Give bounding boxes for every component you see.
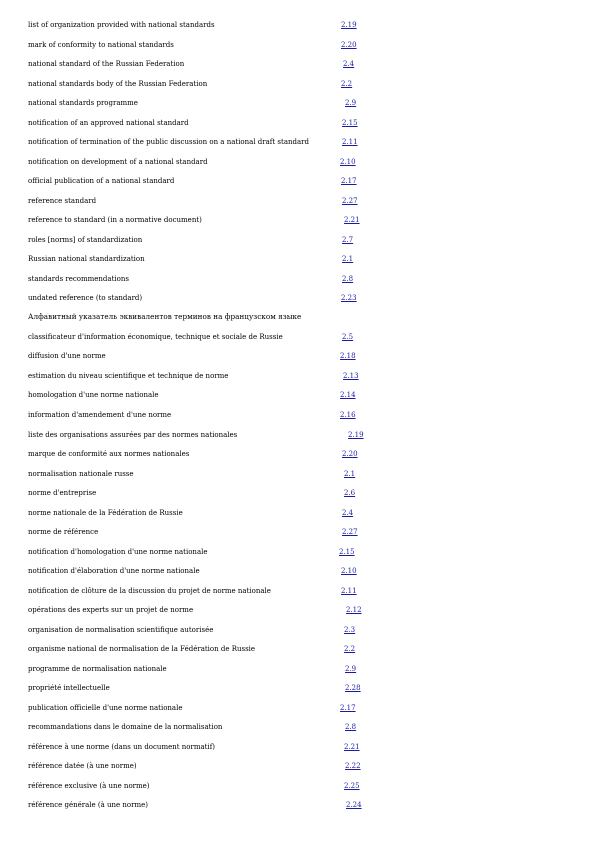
term-reference-link[interactable]: 2.24 bbox=[346, 801, 362, 809]
term-reference-link[interactable]: 2.7 bbox=[342, 236, 354, 244]
term-text: notification d'élaboration d'une norme nationale bbox=[28, 567, 200, 575]
term-text: homologation d'une norme nationale bbox=[28, 391, 159, 399]
term-reference-link[interactable]: 2.27 bbox=[342, 197, 358, 205]
section-heading bbox=[0, 311, 595, 325]
term-text: estimation du niveau scientifique et technique de norme bbox=[28, 372, 229, 380]
term-reference-link[interactable]: 2.4 bbox=[343, 60, 355, 68]
term-text: mark of conformity to national standards bbox=[28, 41, 174, 49]
term-reference-link[interactable]: 2.1 bbox=[344, 470, 356, 478]
term-reference-link[interactable]: 2.11 bbox=[342, 138, 358, 146]
term-reference-link[interactable]: 2.13 bbox=[343, 372, 359, 380]
term-text: marque de conformité aux normes nationales bbox=[28, 450, 190, 458]
index-entry bbox=[0, 721, 595, 735]
index-entry bbox=[0, 799, 595, 813]
term-text: roles [norms] of standardization bbox=[28, 236, 143, 244]
term-text: Russian national standardization bbox=[28, 255, 145, 263]
term-reference-link[interactable]: 2.6 bbox=[344, 489, 356, 497]
term-reference-link[interactable]: 2.21 bbox=[344, 743, 360, 751]
term-text: propriété intellectuelle bbox=[28, 684, 110, 692]
term-text: notification on development of a national standard bbox=[28, 158, 208, 166]
term-reference-link[interactable]: 2.9 bbox=[345, 99, 357, 107]
index-entry bbox=[0, 760, 595, 774]
term-text: recommandations dans le domaine de la normalisation bbox=[28, 723, 223, 731]
term-reference-link[interactable]: 2.8 bbox=[342, 275, 354, 283]
term-text: référence générale (à une norme) bbox=[28, 801, 149, 809]
term-reference-link[interactable]: 2.2 bbox=[344, 645, 356, 653]
index-entry bbox=[0, 117, 595, 131]
index-entry bbox=[0, 78, 595, 92]
index-entry bbox=[0, 331, 595, 345]
term-text: organisation de normalisation scientifique autorisée bbox=[28, 626, 214, 634]
term-reference-link[interactable]: 2.17 bbox=[341, 177, 357, 185]
index-entry bbox=[0, 136, 595, 150]
index-entry bbox=[0, 741, 595, 755]
index-entry bbox=[0, 429, 595, 443]
term-text: notification of an approved national standard bbox=[28, 119, 189, 127]
term-text: official publication of a national standard bbox=[28, 177, 175, 185]
term-text: list of organization provided with national standards bbox=[28, 21, 215, 29]
term-reference-link[interactable]: 2.25 bbox=[344, 782, 360, 790]
term-reference-link[interactable]: 2.19 bbox=[348, 431, 364, 439]
term-text: notification of termination of the public discussion on a national draft standard bbox=[28, 138, 309, 146]
index-entry bbox=[0, 39, 595, 53]
index-entry bbox=[0, 19, 595, 33]
index-entry bbox=[0, 214, 595, 228]
term-text: reference standard bbox=[28, 197, 97, 205]
term-text: reference to standard (in a normative document) bbox=[28, 216, 202, 224]
index-entry bbox=[0, 702, 595, 716]
index-entry bbox=[0, 97, 595, 111]
term-text: liste des organisations assurées par des normes nationales bbox=[28, 431, 238, 439]
index-entry bbox=[0, 389, 595, 403]
term-text: notification d'homologation d'une norme nationale bbox=[28, 548, 208, 556]
term-reference-link[interactable]: 2.21 bbox=[344, 216, 360, 224]
index-entry bbox=[0, 350, 595, 364]
index-entry bbox=[0, 156, 595, 170]
index-entry bbox=[0, 487, 595, 501]
term-reference-link[interactable]: 2.16 bbox=[340, 411, 356, 419]
term-reference-link[interactable]: 2.8 bbox=[345, 723, 357, 731]
index-entry bbox=[0, 507, 595, 521]
term-text: undated reference (to standard) bbox=[28, 294, 143, 302]
index-entry bbox=[0, 604, 595, 618]
index-entry bbox=[0, 468, 595, 482]
index-entry bbox=[0, 195, 595, 209]
term-text: organisme national de normalisation de la Fédération de Russie bbox=[28, 645, 256, 653]
index-entry bbox=[0, 409, 595, 423]
term-reference-link[interactable]: 2.15 bbox=[339, 548, 355, 556]
term-text: norme d'entreprise bbox=[28, 489, 97, 497]
term-reference-link[interactable]: 2.1 bbox=[342, 255, 354, 263]
term-text: norme de référence bbox=[28, 528, 99, 536]
term-reference-link[interactable]: 2.17 bbox=[340, 704, 356, 712]
index-entry bbox=[0, 58, 595, 72]
term-text: programme de normalisation nationale bbox=[28, 665, 167, 673]
index-entry bbox=[0, 780, 595, 794]
index-entry bbox=[0, 370, 595, 384]
term-text: national standards body of the Russian Federation bbox=[28, 80, 208, 88]
term-text: national standard of the Russian Federation bbox=[28, 60, 185, 68]
term-text: notification de clôture de la discussion du projet de norme nationale bbox=[28, 587, 271, 595]
term-text: normalisation nationale russe bbox=[28, 470, 134, 478]
term-reference-link[interactable]: 2.28 bbox=[345, 684, 361, 692]
index-entry bbox=[0, 273, 595, 287]
term-text: information d'amendement d'une norme bbox=[28, 411, 172, 419]
term-text: national standards programme bbox=[28, 99, 138, 107]
index-entry bbox=[0, 624, 595, 638]
term-reference-link[interactable]: 2.27 bbox=[342, 528, 358, 536]
term-text: référence datée (à une norme) bbox=[28, 762, 137, 770]
index-entry bbox=[0, 234, 595, 248]
index-entry bbox=[0, 663, 595, 677]
term-reference-link[interactable]: 2.2 bbox=[341, 80, 353, 88]
term-reference-link[interactable]: 2.22 bbox=[345, 762, 361, 770]
term-text: opérations des experts sur un projet de norme bbox=[28, 606, 194, 614]
term-reference-link[interactable]: 2.10 bbox=[341, 567, 357, 575]
term-reference-link[interactable]: 2.3 bbox=[344, 626, 356, 634]
term-reference-link[interactable]: 2.18 bbox=[340, 352, 356, 360]
index-entry bbox=[0, 526, 595, 540]
index-entry bbox=[0, 448, 595, 462]
term-reference-link[interactable]: 2.20 bbox=[341, 41, 357, 49]
index-entry bbox=[0, 643, 595, 657]
term-reference-link[interactable]: 2.11 bbox=[341, 587, 357, 595]
term-text: publication officielle d'une norme nationale bbox=[28, 704, 183, 712]
term-reference-link[interactable]: 2.12 bbox=[346, 606, 362, 614]
term-reference-link[interactable]: 2.14 bbox=[340, 391, 356, 399]
index-entry bbox=[0, 682, 595, 696]
term-reference-link[interactable]: 2.4 bbox=[342, 509, 354, 517]
term-reference-link[interactable]: 2.15 bbox=[342, 119, 358, 127]
term-reference-link[interactable]: 2.10 bbox=[340, 158, 356, 166]
term-reference-link[interactable]: 2.19 bbox=[341, 21, 357, 29]
index-entry bbox=[0, 585, 595, 599]
section-heading-text: Алфавитный указатель эквивалентов терминов на французском языке bbox=[28, 312, 302, 321]
index-entry bbox=[0, 565, 595, 579]
index-entry bbox=[0, 292, 595, 306]
term-reference-link[interactable]: 2.23 bbox=[341, 294, 357, 302]
index-entry bbox=[0, 253, 595, 267]
term-text: standards recommendations bbox=[28, 275, 129, 283]
term-text: classificateur d'information économique, technique et sociale de Russie bbox=[28, 333, 283, 341]
index-entry bbox=[0, 175, 595, 189]
term-text: diffusion d'une norme bbox=[28, 352, 106, 360]
index-entry bbox=[0, 546, 595, 560]
term-reference-link[interactable]: 2.5 bbox=[342, 333, 354, 341]
term-text: référence exclusive (à une norme) bbox=[28, 782, 150, 790]
term-text: norme nationale de la Fédération de Russie bbox=[28, 509, 183, 517]
term-reference-link[interactable]: 2.9 bbox=[345, 665, 357, 673]
term-text: référence à une norme (dans un document normatif) bbox=[28, 743, 216, 751]
term-reference-link[interactable]: 2.20 bbox=[342, 450, 358, 458]
